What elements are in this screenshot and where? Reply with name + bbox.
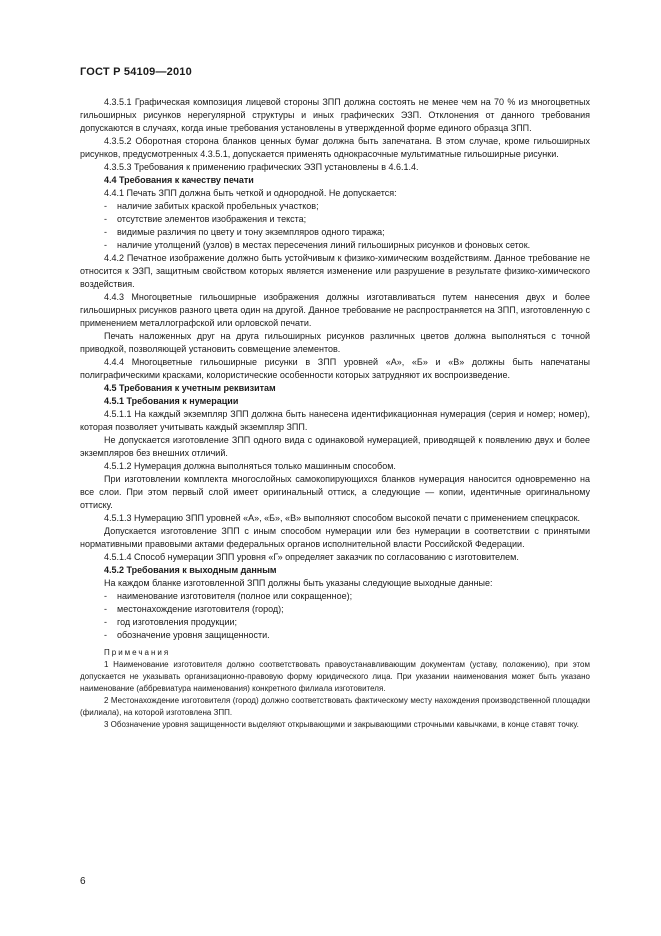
list-dash: -	[104, 201, 107, 211]
section-heading: 4.5 Требования к учетным реквизитам	[104, 383, 276, 393]
paragraph: При изготовлении комплекта многослойных самокопирующихся бланков нумерация наносится одновременно на все слои. При этом первый слой имеет оригинальный оттиск, а следующие — копии, идентичные оригинальному оттиску.	[80, 474, 590, 510]
list-item	[80, 200, 590, 213]
paragraph: Не допускается изготовление ЗПП одного вида с одинаковой нумерацией, приводящей к появлению двух и более экземпляров без внешних отличий.	[80, 435, 590, 458]
list-item	[80, 590, 590, 603]
paragraph: 4.5.1.1 На каждый экземпляр ЗПП должна быть нанесена идентификационная нумерация (серия и номер; номер), которая позволяет учитывать каждый экземпляр ЗПП.	[80, 409, 590, 432]
document-body	[80, 96, 590, 731]
list-item-text: наличие забитых краской пробельных участков;	[117, 201, 319, 211]
list-dash: -	[104, 227, 107, 237]
list-item	[80, 213, 590, 226]
list-item-text: видимые различия по цвету и тону экземпляров одного тиража;	[117, 227, 385, 237]
list-item	[80, 629, 590, 642]
paragraph: 4.3.5.1 Графическая композиция лицевой стороны ЗПП должна состоять не менее чем на 70 % из многоцветных гильоширных рисунков нерегулярной структуры и иных графических ЭЗП. Отклонения от данного требования допускаются в случаях, когда иные требования установлены в утвержденной форме единого образца ЗПП.	[80, 97, 590, 133]
paragraph: На каждом бланке изготовленной ЗПП должны быть указаны следующие выходные данные:	[104, 578, 493, 588]
paragraph: 4.4.2 Печатное изображение должно быть устойчивым к физико-химическим воздействиям. Данное требование не относится к ЭЗП, защитным свойством которых является изменение или разрушение в результате физико-химического воздействия.	[80, 253, 590, 289]
paragraph: 4.5.1.4 Способ нумерации ЗПП уровня «Г» определяет заказчик по согласованию с изготовителем.	[104, 552, 519, 562]
section-heading: 4.5.2 Требования к выходным данным	[104, 565, 277, 575]
list-item	[80, 226, 590, 239]
list-dash: -	[104, 591, 107, 601]
list-item	[80, 239, 590, 252]
list-item-text: отсутствие элементов изображения и текста;	[117, 214, 307, 224]
list-item-text: год изготовления продукции;	[117, 617, 238, 627]
note-item: 2 Местонахождение изготовителя (город) должно соответствовать фактическому месту нахождения производственной площадки (филиала), на которой изготовлена ЗПП.	[80, 696, 590, 717]
paragraph: 4.3.5.2 Оборотная сторона бланков ценных бумаг должна быть запечатана. В этом случае, кроме гильоширных рисунков, предусмотренных 4.3.5.1, допускается применять однокрасочные мультиматные гильоширные рисунки.	[80, 136, 590, 159]
paragraph: 4.5.1.2 Нумерация должна выполняться только машинным способом.	[104, 461, 396, 471]
paragraph: 4.4.4 Многоцветные гильоширные рисунки в ЗПП уровней «А», «Б» и «В» должны быть напечатаны полиграфическими красками, колористические особенности которых затрудняют их воспроизведение.	[80, 357, 590, 380]
list-item-text: наименование изготовителя (полное или сокращенное);	[117, 591, 353, 601]
paragraph: 4.4.3 Многоцветные гильоширные изображения должны изготавливаться путем нанесения двух и более гильоширных рисунков разного цвета один на другой. Данное требование не распространяется на ЗПП, изготовленную с применением металлографской или орловской печати.	[80, 292, 590, 328]
list-item	[80, 616, 590, 629]
paragraph: 4.4.1 Печать ЗПП должна быть четкой и однородной. Не допускается:	[104, 188, 397, 198]
list-item	[80, 603, 590, 616]
list-dash: -	[104, 617, 107, 627]
paragraph: Печать наложенных друг на друга гильоширных рисунков различных цветов должна выполняться с точной приводкой, позволяющей установить совмещение элементов.	[80, 331, 590, 354]
note-item: 3 Обозначение уровня защищенности выделяют открывающими и закрывающими строчными кавычками, в конце ставят точку.	[104, 720, 579, 729]
paragraph: 4.3.5.3 Требования к применению графических ЭЗП установлены в 4.6.1.4.	[104, 162, 419, 172]
paragraph: 4.5.1.3 Нумерацию ЗПП уровней «А», «Б», «В» выполняют способом высокой печати с применением спецкрасок.	[104, 513, 581, 523]
list-dash: -	[104, 214, 107, 224]
list-item-text: наличие утолщений (узлов) в местах пересечения линий гильоширных рисунков и фоновых сеток.	[117, 240, 531, 250]
note-item: 1 Наименование изготовителя должно соответствовать правоустанавливающим документам (уставу, положению), при этом допускается не указывать организационно-правовую форму юридического лица. При указании наименования может быть указано наименование (аббревиатура наименования) конкретного филиала изготовителя.	[80, 660, 590, 693]
list-item-text: обозначение уровня защищенности.	[117, 630, 270, 640]
page-number: 6	[80, 876, 86, 887]
paragraph: Допускается изготовление ЗПП с иным способом нумерации или без нумерации в соответствии с принятыми нормативными правовыми актами федеральных органов исполнительной власти Российской Федерации.	[80, 526, 590, 549]
section-heading: 4.5.1 Требования к нумерации	[104, 396, 239, 406]
standard-header: ГОСТ Р 54109—2010	[80, 66, 192, 78]
notes-title: Примечания	[104, 648, 171, 657]
list-item-text: местонахождение изготовителя (город);	[117, 604, 284, 614]
section-heading: 4.4 Требования к качеству печати	[104, 175, 254, 185]
list-dash: -	[104, 630, 107, 640]
list-dash: -	[104, 604, 107, 614]
notes-block	[80, 647, 590, 731]
list-dash: -	[104, 240, 107, 250]
